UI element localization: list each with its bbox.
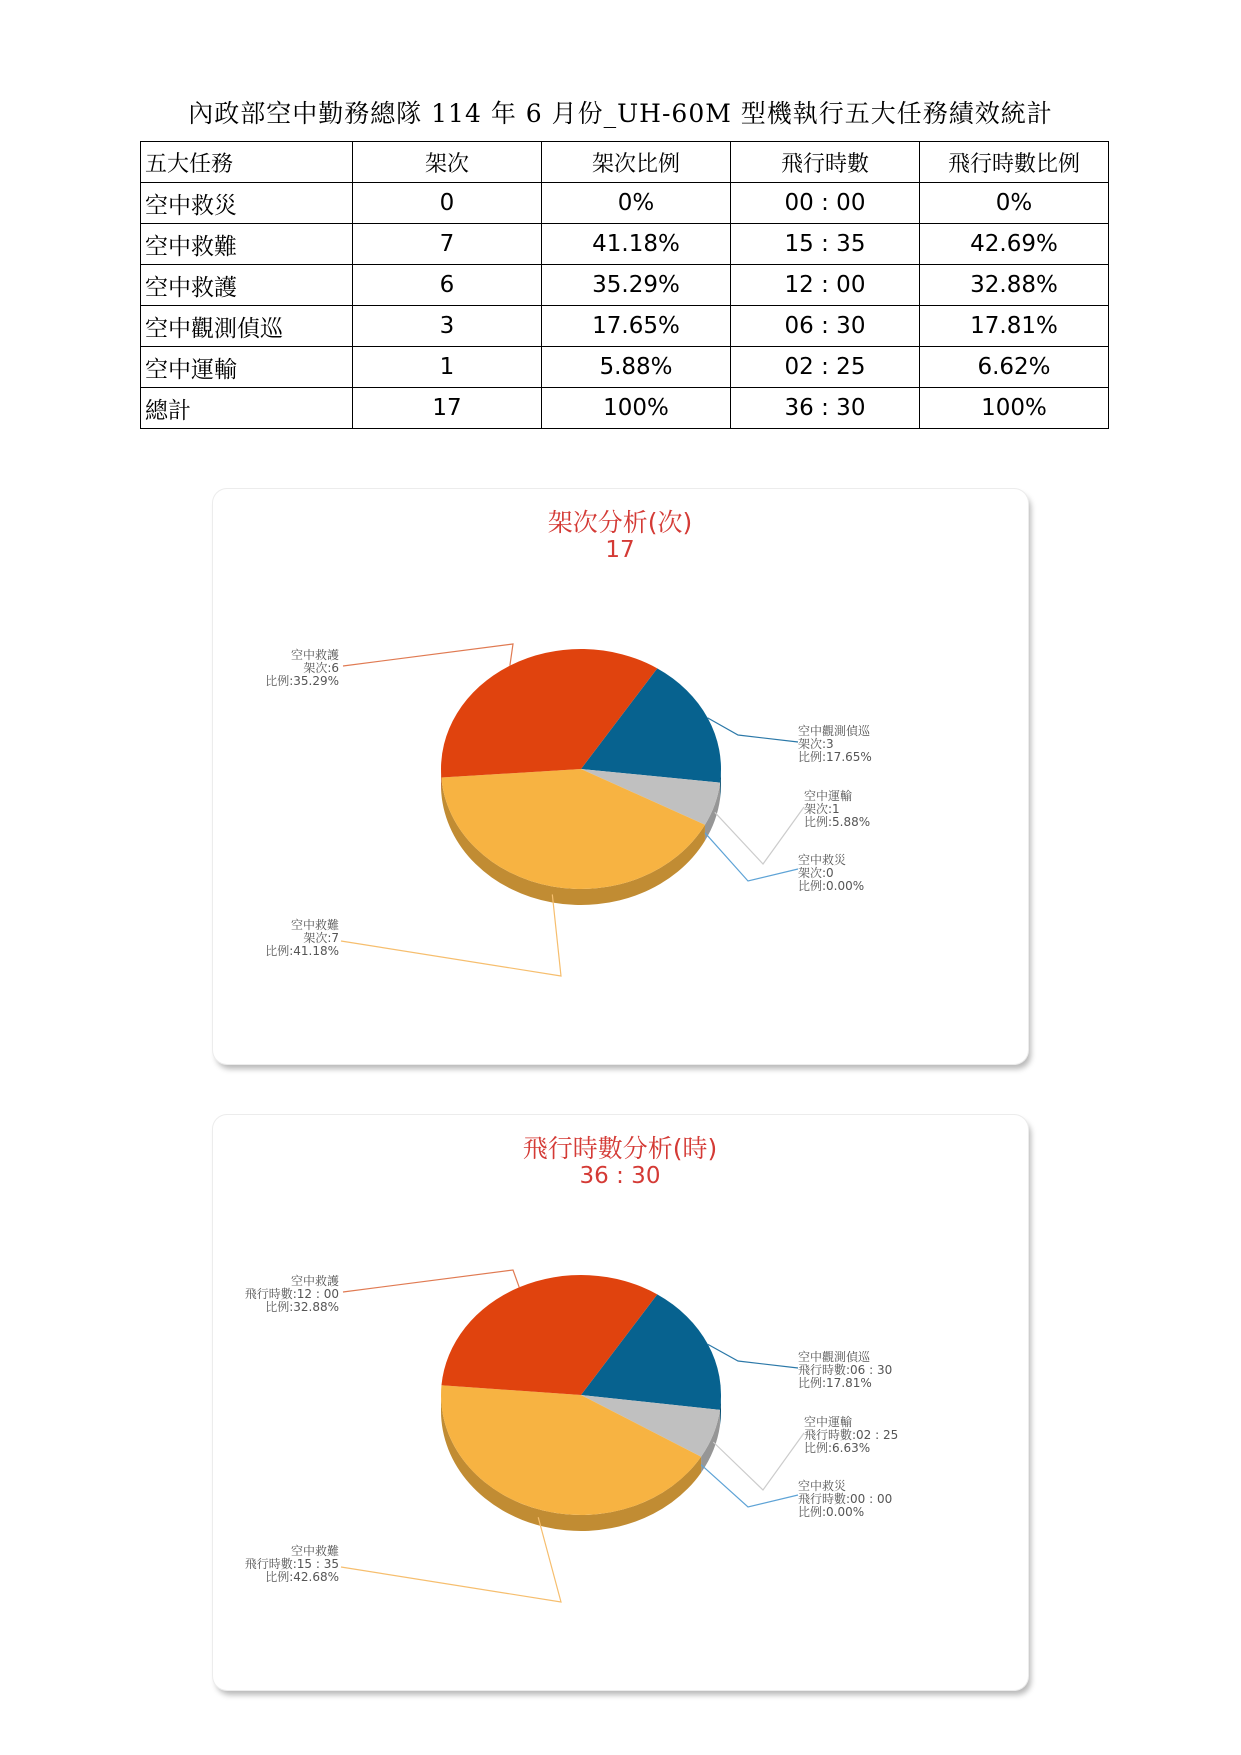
- chart-title: 飛行時數分析(時): [522, 1134, 718, 1163]
- table-cell: 100%: [920, 388, 1109, 429]
- chart-total: 17: [605, 537, 635, 563]
- page-title: 內政部空中勤務總隊 114 年 6 月份_UH-60M 型機執行五大任務績效統計: [188, 99, 1053, 128]
- slice-label-name: 空中救難: [290, 1544, 339, 1558]
- table-cell: 5.88%: [542, 347, 731, 388]
- header-cell: 架次比例: [542, 142, 731, 183]
- table-cell: 02 : 25: [731, 347, 920, 388]
- performance-table: [140, 141, 1109, 429]
- slice-label-name: 空中運輸: [804, 789, 853, 803]
- slice-label-percent: 比例:42.68%: [265, 1570, 339, 1584]
- table-cell: 1: [353, 347, 542, 388]
- table-cell: 空中救難: [141, 224, 353, 265]
- table-cell: 6: [353, 265, 542, 306]
- table-header-row: [141, 142, 1109, 183]
- slice-label-value: 架次:0: [798, 866, 834, 880]
- table-cell: 空中運輸: [141, 347, 353, 388]
- slice-label-percent: 比例:32.88%: [265, 1300, 339, 1314]
- table-cell: 15 : 35: [731, 224, 920, 265]
- table-cell: 12 : 00: [731, 265, 920, 306]
- table-cell: 42.69%: [920, 224, 1109, 265]
- leader-line: [343, 644, 513, 666]
- table-cell: 35.29%: [542, 265, 731, 306]
- slice-label-name: 空中觀測偵巡: [798, 1350, 871, 1364]
- slice-label-percent: 比例:0.00%: [798, 879, 865, 893]
- header-cell: 飛行時數: [731, 142, 920, 183]
- table-cell: 空中救護: [141, 265, 353, 306]
- table-cell: 7: [353, 224, 542, 265]
- leader-line: [343, 1270, 519, 1292]
- slice-label-name: 空中運輸: [804, 1415, 853, 1429]
- table-cell: 3: [353, 306, 542, 347]
- table-row-total: [141, 388, 1109, 429]
- leader-line: [341, 1517, 561, 1602]
- sortie-chart-panel: [213, 489, 1028, 1064]
- slice-label-value: 飛行時數:15 : 35: [244, 1557, 339, 1571]
- slice-label-value: 飛行時數:06 : 30: [798, 1363, 893, 1377]
- table-cell: 空中觀測偵巡: [141, 306, 353, 347]
- table-cell: 0%: [542, 183, 731, 224]
- slice-label-value: 架次:1: [804, 802, 840, 816]
- slice-label-percent: 比例:17.81%: [798, 1376, 872, 1390]
- slice-label-value: 飛行時數:12 : 00: [244, 1287, 339, 1301]
- table-cell: 100%: [542, 388, 731, 429]
- leader-line: [715, 807, 804, 864]
- slice-label-name: 空中救災: [798, 853, 847, 867]
- chart-title: 架次分析(次): [547, 508, 693, 537]
- table-row: [141, 306, 1109, 347]
- table-cell: 0: [353, 183, 542, 224]
- slice-label-percent: 比例:17.65%: [798, 750, 872, 764]
- leader-line: [708, 1344, 798, 1368]
- flight-hours-pie-chart: [213, 1115, 1028, 1690]
- slice-label-value: 架次:6: [303, 661, 339, 675]
- pie-slices: [441, 1275, 721, 1515]
- slice-label-value: 架次:3: [798, 737, 834, 751]
- slice-label-name: 空中救災: [798, 1479, 847, 1493]
- table-cell: 06 : 30: [731, 306, 920, 347]
- slice-label-name: 空中救護: [290, 648, 339, 662]
- leader-line: [341, 894, 561, 976]
- flight-hours-chart-panel: [213, 1115, 1028, 1690]
- slice-label-name: 空中救難: [290, 918, 339, 932]
- slice-label-percent: 比例:41.18%: [265, 944, 339, 958]
- slice-label-value: 架次:7: [303, 931, 339, 945]
- table-row: [141, 265, 1109, 306]
- table-cell: 00 : 00: [731, 183, 920, 224]
- leader-line: [713, 1433, 804, 1490]
- table-cell: 總計: [141, 388, 353, 429]
- slice-label-percent: 比例:5.88%: [804, 815, 871, 829]
- table-cell: 空中救災: [141, 183, 353, 224]
- header-cell: 五大任務: [141, 142, 353, 183]
- table-cell: 17.65%: [542, 306, 731, 347]
- slice-label-name: 空中救護: [290, 1274, 339, 1288]
- leader-line: [701, 1465, 798, 1507]
- table-cell: 41.18%: [542, 224, 731, 265]
- chart-total: 36 : 30: [579, 1163, 661, 1189]
- table-cell: 32.88%: [920, 265, 1109, 306]
- slice-label-name: 空中觀測偵巡: [798, 724, 871, 738]
- leader-line: [705, 833, 798, 881]
- slice-label-value: 飛行時數:00 : 00: [798, 1492, 893, 1506]
- table-cell: 6.62%: [920, 347, 1109, 388]
- sortie-pie-chart: [213, 489, 1028, 1064]
- pie-slices: [441, 649, 721, 889]
- header-cell: 飛行時數比例: [920, 142, 1109, 183]
- leader-line: [708, 718, 798, 742]
- table-cell: 17: [353, 388, 542, 429]
- table-cell: 0%: [920, 183, 1109, 224]
- slice-label-percent: 比例:6.63%: [804, 1441, 871, 1455]
- slice-label-percent: 比例:35.29%: [265, 674, 339, 688]
- header-cell: 架次: [353, 142, 542, 183]
- table-cell: 17.81%: [920, 306, 1109, 347]
- slice-label-value: 飛行時數:02 : 25: [804, 1428, 899, 1442]
- slice-label-percent: 比例:0.00%: [798, 1505, 865, 1519]
- table-row: [141, 224, 1109, 265]
- table-row: [141, 347, 1109, 388]
- table-cell: 36 : 30: [731, 388, 920, 429]
- table-row: [141, 183, 1109, 224]
